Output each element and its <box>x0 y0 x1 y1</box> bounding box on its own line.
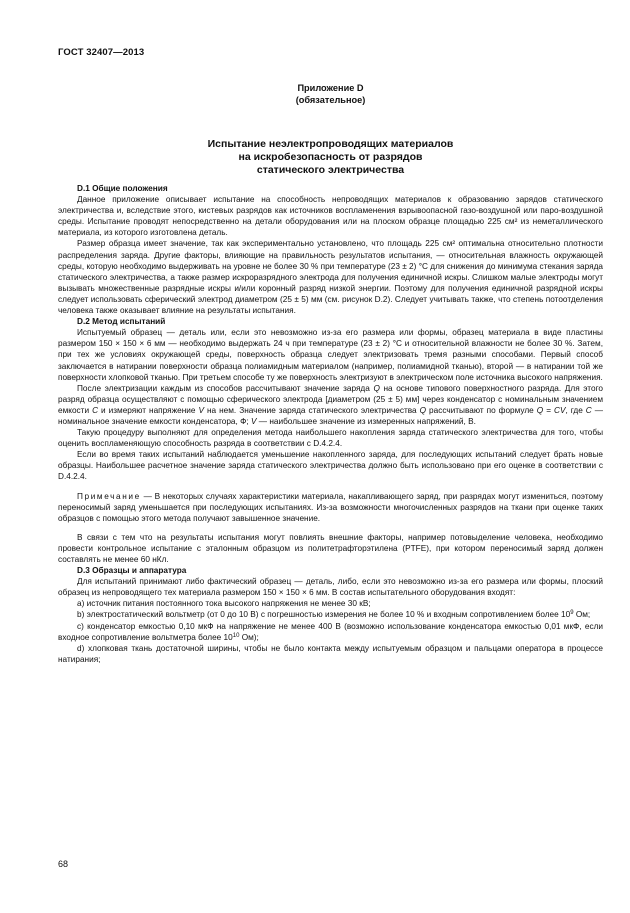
paragraph-d3-1: Для испытаний принимают либо фактический образец — деталь, либо, если это невозможно из-за его размера или формы, плоский образец из непроводящего тех материала размером 150 × 150 × 6 мм. В состав испытательного оборудования входят: <box>58 577 603 598</box>
note-label: Примечание <box>77 491 141 501</box>
paragraph-d1-2: Размер образца имеет значение, так как экспериментально установлено, что площадь 225 см² оптимальна относительно плотности распределения заряда. Другие факторы, влияющие на правильность результатов испытания, — относительная влажность окружающей среды, которую необходимо выдерживать на уровне не более 30 % при температуре (23 ± 2) °С для снижения до минимума стекания заряда статического электричества, а также размер искроразрядного электрода для получения единичной искры. Слишком малые электроды могут вызывать множественные разрядные искры и/или коронный разряд низкой энергии. Поэтому для получения единичной разрядной искры следует использовать сферический электрод диаметром (25 ± 5) мм (см. рисунок D.2). Следует учитывать также, что степень потоотделения человека также оказывает влияние на результаты испытания. <box>58 239 603 316</box>
standard-header: ГОСТ 32407—2013 <box>58 47 145 58</box>
symbol-v: V <box>198 405 204 415</box>
appendix-status: (обязательное) <box>295 95 366 105</box>
symbol-v-2: V <box>250 416 257 426</box>
paragraph-d2-2: После электризации каждым из способов рассчитывают значение заряда Q на основе типового поверхностного разряда. Для этого разряд образца осуществляют с помощью сферического электрода [диаметром (25 ± 5) мм] через конденсатор с номинальным значением емкости С и измеряют напряжение V на нем. Значение заряда статического электричества Q рассчитывают по формуле Q = CV, где С — номинальное значение емкости конденсатора, Ф; V — наибольшее значение из измеренных напряжений, В. <box>58 383 603 426</box>
formula: Q = CV <box>536 405 566 415</box>
symbol-q-2: Q <box>419 405 427 415</box>
section-heading-d2: D.2 Метод испытаний <box>77 317 166 327</box>
symbol-q: Q <box>373 383 380 393</box>
list-item-b: b) электростатический вольтметр (от 0 до 10 В) с погрешностью измерения не более 10 % и входным сопротивлением более $10^9$ Ом; <box>77 610 591 620</box>
note <box>58 491 603 524</box>
page-number: 68 <box>58 859 69 869</box>
document-title <box>58 138 603 176</box>
paragraph-d1-1: Данное приложение описывает испытание на способность непроводящих материалов к образованию зарядов статического электричества и, вследствие этого, кистевых разрядов как источников воспламенения взрывоопасной газо-воздушной или паро-воздушной среды. Испытание проводят непосредственно на детали оборудования или на плоском образце площадью 225 см² из неметаллического материала, из которого изготовлена деталь. <box>58 195 603 238</box>
paragraph-d2-4: Если во время таких испытаний наблюдается уменьшение накопленного заряда, для последующих испытаний следует брать новые образцы. Наибольшее расчетное значение заряда статического электричества должно быть использовано при его оценке в соответствии с D.4.2.4. <box>58 450 603 482</box>
note-text: — В некоторых случаях характеристики материала, накапливающего заряд, при разрядах могут измениться, поэтому переносимый заряд уменьшается при последующих испытаниях. Из-за возможности многочисленных разрядов на ткани при оценке таких образцов с помощью этого метода получают завышенное значение. <box>58 491 603 523</box>
section-heading-d3: D.3 Образцы и аппаратура <box>77 566 187 576</box>
document-body <box>58 183 603 665</box>
symbol-c-2: С <box>585 405 592 415</box>
list-item-d: d) хлопковая ткань достаточной ширины, чтобы не было контакта между испытуемым образцом и пальцами оператора в процессе натирания; <box>58 643 603 664</box>
title-line-3: статического электричества <box>256 163 405 176</box>
title-line-1: Испытание неэлектропроводящих материалов <box>207 138 454 150</box>
paragraph-d2-1: Испытуемый образец — деталь или, если это невозможно из-за его размера или формы, образец материала в виде пластины размером 150 × 150 × 6 мм — необходимо выдержать 24 ч при температуре (23 ± 2) °С и относительной влажности не более 30 %. Затем, при тех же условиях окружающей среды, поверхность образца следует электризовать тремя разными способами. Первый способ заключается в натирании поверхности образца полиамидным материалом (например, полиамидной тканью), второй — в натирании той же поверхности хлопковой тканью. При третьем способе ту же поверхность электризуют в электрическом поле источника высокого напряжения. <box>58 328 603 382</box>
paragraph-d2-5: В связи с тем что на результаты испытания могут повлиять внешние факторы, например потовыделение человека, необходимо провести контрольное испытание с эталонным образцом из политетрафторэтилена (PTFE), при котором переносимый заряд должен составлять не менее 60 нКл. <box>58 532 603 564</box>
appendix-label: Приложение D <box>297 83 364 93</box>
list-item-a: а) источник питания постоянного тока высокого напряжения не менее 30 кВ; <box>77 599 371 609</box>
section-heading-d1: D.1 Общие положения <box>77 184 168 193</box>
symbol-c: С <box>92 405 99 415</box>
title-line-2: на искробезопасность от разрядов <box>238 150 423 163</box>
paragraph-d2-3: Такую процедуру выполняют для определения метода наибольшего накопления заряда статического электричества для того, чтобы оценить воспламеняющую способность разряда в соответствии с D.4.2.4. <box>58 428 603 449</box>
list-item-c: с) конденсатор емкостью 0,10 мкФ на напряжение не менее 400 В (возможно использование конденсатора емкостью 0,01 мкФ, если входное сопротивление вольтметра более $10^{10}$ Ом); <box>58 621 603 642</box>
